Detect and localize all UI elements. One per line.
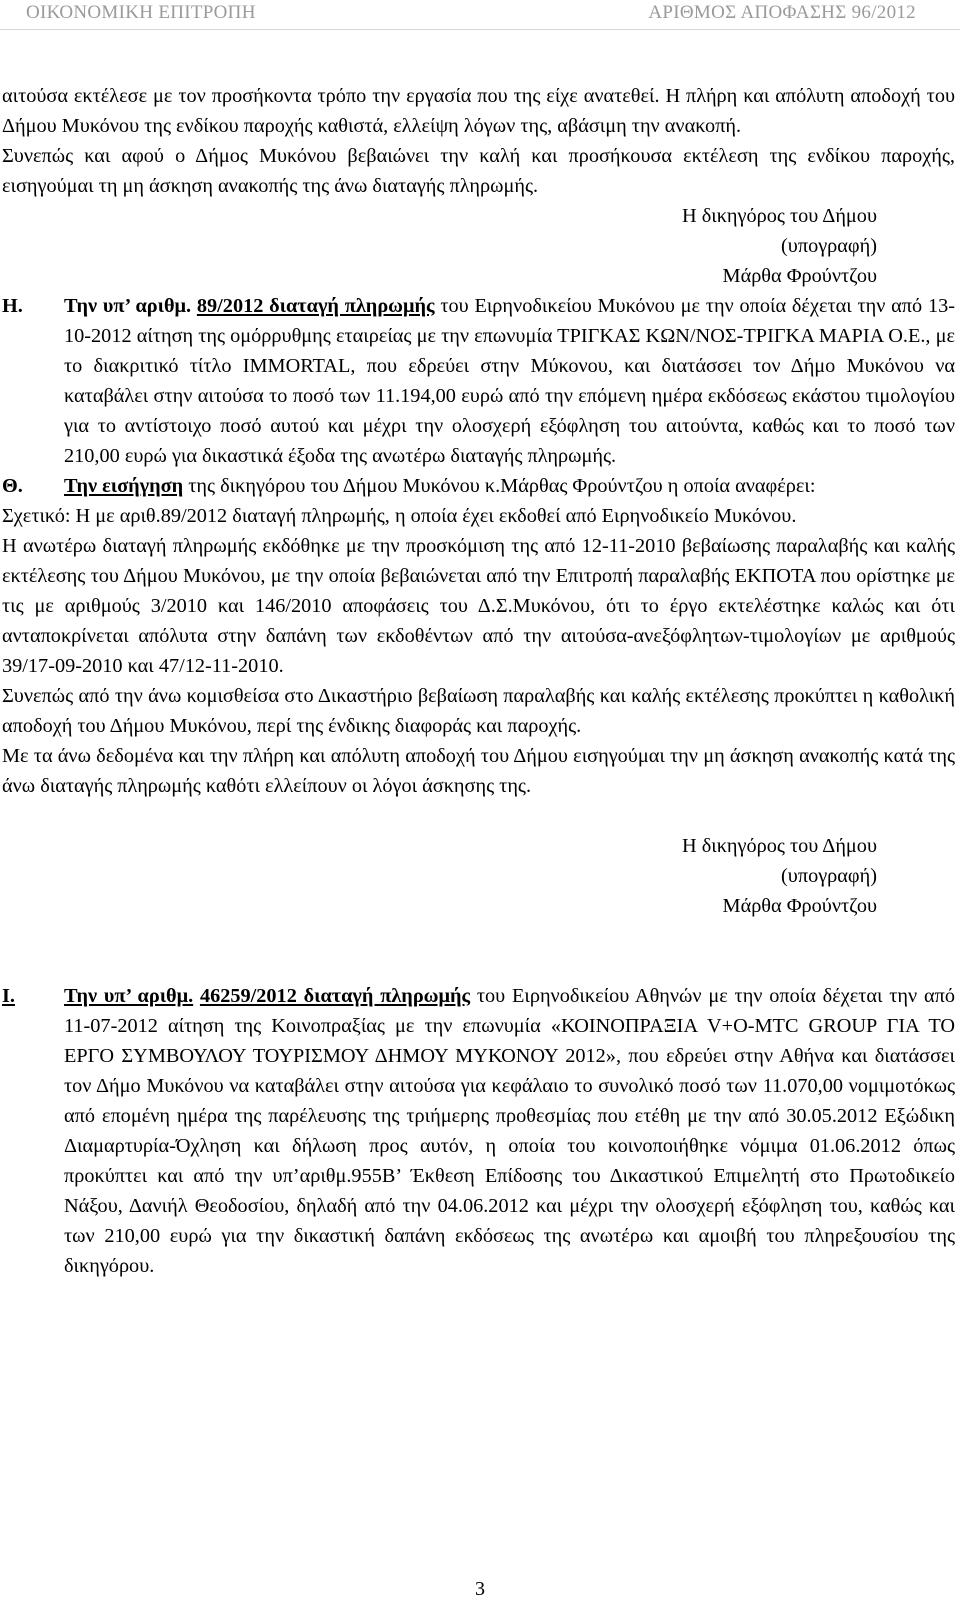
item-th-label: Θ.: [2, 475, 23, 497]
item-th: [2, 471, 955, 501]
signature-signed: (υπογραφή): [781, 235, 877, 257]
item-th-bold-underlined: Την εισήγηση: [64, 475, 184, 497]
item-i-body: του Ειρηνοδικείου Αθηνών με την οποία δέχεται την από 11-07-2012 αίτηση της Κοινοπραξίας με την επωνυμία «ΚΟΙΝΟΠΡΑΞΙΑ V+O-MTC GROUP ΓΙΑ ΤΟ ΕΡΓΟ ΣΥΜΒΟΥΛΟΥ ΤΟΥΡΙΣΜΟΥ ΔΗΜΟΥ ΜΥΚΟΝΟΥ 2012», που εδρεύει στην Αθήνα και διατάσσει τον Δήμο Μυκόνου να καταβάλει στην αιτούσα για κεφάλαιο το συνολικό ποσό των 11.070,00 νομιμοτόκως από επομένη ημέρα της παρέλευσης της τριήμερης προθεσμίας που ετέθη με την από 30.05.2012 Εξώδικη Διαμαρτυρία-Όχληση και δήλωση προς αυτόν, η οποία του κοινοποιήθηκε νόμιμα 01.06.2012 όπως προκύπτει και από την υπ’αριθμ.955Β’ Έκθεση Επίδοσης του Δικαστικού Επιμελητή στο Πρωτοδικείο Νάξου, Δανιήλ Θεοδοσίου, δηλαδή από την 04.06.2012 και μέχρι την ολοσχερή εξόφληση του, καθώς και των 210,00 ευρώ για την δικαστική δαπάνη εκδόσεως της ανωτέρω και αμοιβή του πληρεξουσίου της δικηγόρου.: [64, 985, 955, 1277]
signature-block-2: [2, 831, 955, 921]
header-committee-title: ΟΙΚΟΝΟΜΙΚΗ ΕΠΙΤΡΟΠΗ: [26, 2, 256, 23]
item-i: [2, 981, 955, 1281]
item-i-text: [64, 981, 955, 1281]
header-rule: [0, 29, 960, 30]
item-i-bold-prefix: Την υπ’ αριθμ.: [64, 985, 194, 1007]
item-h-bold-prefix: Την υπ’ αριθμ.: [64, 295, 192, 317]
item-i-bold-underlined: 46259/2012 διαταγή πληρωμής: [199, 985, 471, 1007]
header-decision-number: ΑΡΙΘΜΟΣ ΑΠΟΦΑΣΗΣ 96/2012: [648, 2, 916, 23]
intro-paragraph-2: Συνεπώς και αφού ο Δήμος Μυκόνου βεβαιώνει την καλή και προσήκουσα εκτέλεση της ενδίκου παροχής, εισηγούμαι τη μη άσκηση ανακοπής της άνω διαταγής πληρωμής.: [2, 145, 955, 197]
body-paragraph-3: Συνεπώς από την άνω κομισθείσα στο Δικαστήριο βεβαίωση παραλαβής και καλής εκτέλεσης προκύπτει η καθολική αποδοχή του Δήμου Μυκόνου, περί της ένδικης διαφοράς και παροχής.: [2, 685, 955, 737]
spacer: [2, 921, 955, 981]
page-number: 3: [475, 1578, 485, 1600]
body-paragraph-4: Με τα άνω δεδομένα και την πλήρη και απόλυτη αποδοχή του Δήμου εισηγούμαι την μη άσκηση ανακοπής κατά της άνω διαταγής πληρωμής καθότι ελλείπουν οι λόγοι άσκησης της.: [2, 745, 955, 797]
item-h-bold-underlined: 89/2012 διαταγή πληρωμής: [196, 295, 435, 317]
item-th-body: της δικηγόρου του Δήμου Μυκόνου κ.Μάρθας Φρούντζου η οποία αναφέρει:: [188, 475, 816, 497]
item-h-label: Η.: [2, 295, 23, 317]
signature-role: Η δικηγόρος του Δήμου: [681, 205, 877, 227]
item-i-label: Ι.: [2, 985, 15, 1007]
signature-name: Μάρθα Φρούντζου: [722, 265, 877, 287]
item-th-text: [64, 471, 955, 501]
intro-paragraph-1: αιτούσα εκτέλεσε με τον προσήκοντα τρόπο την εργασία που της είχε ανατεθεί. Η πλήρη και απόλυτη αποδοχή του Δήμου Μυκόνου της ενδίκου παροχής καθιστά, ελλείψη λόγων της, αβάσιμη την ανακοπή.: [2, 85, 955, 137]
spacer: [2, 801, 955, 831]
signature-name: Μάρθα Φρούντζου: [722, 895, 877, 917]
item-h-text: [64, 291, 955, 471]
body-paragraph-2: Η ανωτέρω διαταγή πληρωμής εκδόθηκε με την προσκόμιση της από 12-11-2010 βεβαίωσης παραλαβής και καλής εκτέλεσης του Δήμου Μυκόνου, με την οποία βεβαιώνεται από την Επιτροπή παραλαβής ΕΚΠΟΤΑ που ορίστηκε με τις με αριθμούς 3/2010 και 146/2010 αποφάσεις του Δ.Σ.Μυκόνου, ότι το έργο εκτελέστηκε καλώς και ότι ανταποκρίνεται απόλυτα στην δαπάνη των εκδοθέντων από την αιτούσα-ανεξόφλητων-τιμολογίων με αριθμούς 39/17-09-2010 και 47/12-11-2010.: [2, 535, 955, 677]
body-paragraph-1: Σχετικό: Η με αριθ.89/2012 διαταγή πληρωμής, η οποία έχει εκδοθεί από Ειρηνοδικείο Μυκόνου.: [2, 505, 797, 527]
signature-role: Η δικηγόρος του Δήμου: [681, 835, 877, 857]
item-h: [2, 291, 955, 471]
document-body: [2, 81, 955, 1281]
item-h-body: του Ειρηνοδικείου Μυκόνου με την οποία δέχεται την από 13-10-2012 αίτηση της ομόρρυθμης εταιρείας με την επωνυμία ΤΡΙΓΚΑΣ ΚΩΝ/ΝΟΣ-ΤΡΙΓΚΑ ΜΑΡΙΑ Ο.Ε., με το διακριτικό τίτλο IMMORTAL, που εδρεύει στην Μύκονου, και διατάσσει τον Δήμο Μυκόνου να καταβάλει στην αιτούσα το ποσό των 11.194,00 ευρώ από την επόμενη ημέρα εκδόσεως εκάστου τιμολογίου για το αντίστοιχο ποσό αυτού και μέχρι την ολοσχερή εξόφληση του αιτούντα, καθώς και το ποσό των 210,00 ευρώ για δικαστικά έξοδα της ανωτέρω διαταγής πληρωμής.: [64, 295, 955, 467]
page-header: [0, 0, 960, 30]
signature-block-1: [2, 201, 955, 291]
signature-signed: (υπογραφή): [781, 865, 877, 887]
